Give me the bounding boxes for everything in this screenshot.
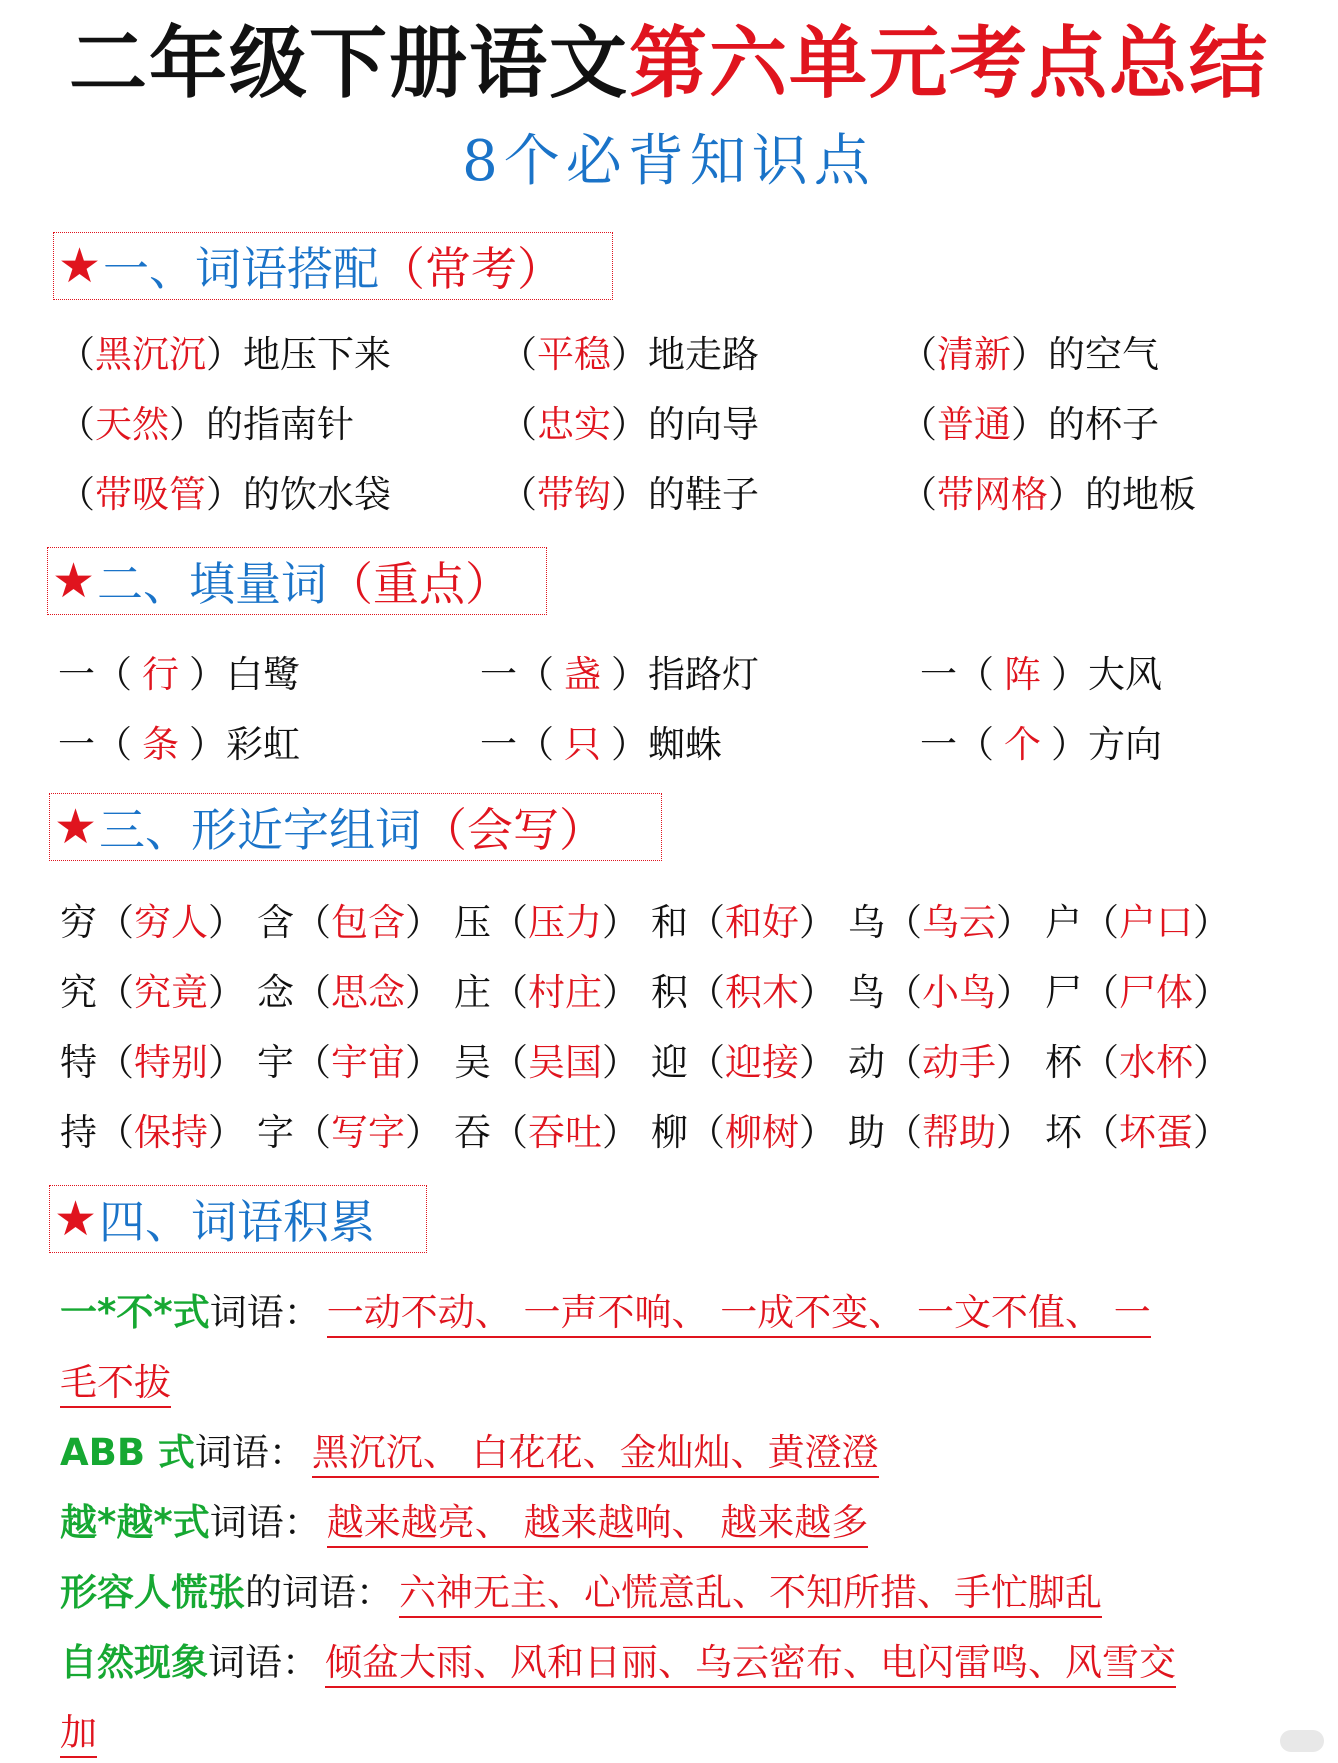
accumulation-line <box>60 1423 879 1483</box>
paren-close: ） <box>208 971 245 1014</box>
number-one: 一 <box>480 653 517 696</box>
base-character: 吞 <box>454 1111 491 1154</box>
similar-character-item <box>60 963 245 1023</box>
accumulation-line-continued <box>60 1703 97 1763</box>
base-character: 乌 <box>848 901 885 944</box>
compound-word: 坏蛋 <box>1119 1111 1193 1154</box>
similar-character-item <box>848 1033 1033 1093</box>
collocation-item <box>500 395 759 455</box>
category-label: ABB 式 <box>60 1431 195 1474</box>
paren-open: （ <box>688 1041 725 1084</box>
paren-open: （ <box>97 1041 134 1084</box>
paren-close: ） <box>1193 1041 1230 1084</box>
paren-close: ） <box>996 1111 1033 1154</box>
base-character: 含 <box>257 901 294 944</box>
noun-text: 指路灯 <box>648 653 759 696</box>
paren-close: ） <box>611 333 648 376</box>
measure-word-item <box>920 715 1162 775</box>
collocation-item <box>900 395 1159 455</box>
section-heading: 一、词语搭配 <box>103 242 380 296</box>
accumulation-line-continued <box>60 1353 171 1413</box>
number-one: 一 <box>58 723 95 766</box>
paren-close: ） <box>611 653 648 696</box>
paren-open: （ <box>97 901 134 944</box>
paren-close: ） <box>996 901 1033 944</box>
compound-word: 村庄 <box>528 971 602 1014</box>
measure-word: 只 <box>564 723 601 766</box>
paren-open: （ <box>517 723 554 766</box>
compound-word: 吞吐 <box>528 1111 602 1154</box>
category-suffix: 词语： <box>208 1641 319 1684</box>
paren-open: （ <box>957 723 994 766</box>
paren-open: （ <box>1082 971 1119 1014</box>
paren-close: ） <box>405 971 442 1014</box>
phrase-text: 的空气 <box>1048 333 1159 376</box>
compound-word: 包含 <box>331 901 405 944</box>
example-words-continued: 加 <box>60 1711 97 1758</box>
paren-close: ） <box>189 723 226 766</box>
collocation-row <box>0 325 1338 385</box>
paren-open: （ <box>900 333 937 376</box>
similar-character-item <box>651 963 836 1023</box>
paren-close: ） <box>799 1041 836 1084</box>
similar-character-item <box>848 893 1033 953</box>
compound-word: 和好 <box>725 901 799 944</box>
similar-character-item <box>257 1103 442 1163</box>
accumulation-line <box>60 1283 1151 1343</box>
paren-close: ） <box>405 901 442 944</box>
similar-character-item <box>257 963 442 1023</box>
base-character: 坏 <box>1045 1111 1082 1154</box>
phrase-text: 的杯子 <box>1048 403 1159 446</box>
compound-word: 保持 <box>134 1111 208 1154</box>
compound-word: 穷人 <box>134 901 208 944</box>
category-suffix: 词语： <box>209 1501 321 1544</box>
similar-character-item <box>60 1103 245 1163</box>
measure-word-item <box>58 645 300 705</box>
section-heading: 四、词语积累 <box>99 1195 376 1249</box>
compound-word: 积木 <box>725 971 799 1014</box>
paren-close: ） <box>611 403 648 446</box>
measure-word: 行 <box>142 653 179 696</box>
similar-character-item <box>651 1103 836 1163</box>
answer-word: 清新 <box>937 333 1011 376</box>
measure-word: 阵 <box>1004 653 1041 696</box>
base-character: 尸 <box>1045 971 1082 1014</box>
measure-word-item <box>920 645 1162 705</box>
paren-open: （ <box>688 901 725 944</box>
paren-open: （ <box>885 901 922 944</box>
paren-open: （ <box>1082 901 1119 944</box>
similar-character-item <box>651 1033 836 1093</box>
section-header-word-accumulation <box>49 1185 427 1253</box>
star-icon: ★ <box>54 1191 98 1247</box>
paren-close: ） <box>208 1111 245 1154</box>
measure-word-item <box>480 715 722 775</box>
compound-word: 写字 <box>331 1111 405 1154</box>
paren-close: ） <box>1051 653 1088 696</box>
compound-word: 动手 <box>922 1041 996 1084</box>
paren-close: ） <box>602 971 639 1014</box>
paren-open: （ <box>688 971 725 1014</box>
section-tag: （重点） <box>327 557 512 611</box>
paren-open: （ <box>500 403 537 446</box>
paren-close: ） <box>206 333 243 376</box>
example-words: 一动不动、 一声不响、 一成不变、 一文不值、 一 <box>327 1291 1151 1338</box>
number-one: 一 <box>58 653 95 696</box>
similar-character-item <box>454 1033 639 1093</box>
title-part-unit: 第六单元考点总结 <box>629 19 1270 109</box>
similar-character-item <box>1045 893 1230 953</box>
similar-character-item <box>1045 1103 1230 1163</box>
similar-character-item <box>848 963 1033 1023</box>
collocation-row <box>0 395 1338 455</box>
similar-character-row <box>0 893 1338 953</box>
paren-open: （ <box>1082 1041 1119 1084</box>
measure-word-row <box>0 645 1338 705</box>
similar-character-row <box>0 1033 1338 1093</box>
noun-text: 彩虹 <box>226 723 300 766</box>
measure-word: 盏 <box>564 653 601 696</box>
title-part-grade: 二年级下册语文 <box>68 19 629 109</box>
phrase-text: 地走路 <box>648 333 759 376</box>
page-subtitle: 8个必背知识点 <box>462 129 876 194</box>
paren-close: ） <box>208 901 245 944</box>
section-header-similar-characters <box>49 793 662 861</box>
paren-close: ） <box>1193 971 1230 1014</box>
base-character: 特 <box>60 1041 97 1084</box>
paren-open: （ <box>58 333 95 376</box>
paren-open: （ <box>500 473 537 516</box>
example-words: 六神无主、心慌意乱、不知所措、手忙脚乱 <box>399 1571 1102 1618</box>
similar-character-item <box>60 1033 245 1093</box>
paren-open: （ <box>1082 1111 1119 1154</box>
paren-close: ） <box>189 653 226 696</box>
paren-open: （ <box>294 1111 331 1154</box>
paren-close: ） <box>1193 901 1230 944</box>
star-icon: ★ <box>54 799 98 855</box>
paren-open: （ <box>491 1111 528 1154</box>
base-character: 积 <box>651 971 688 1014</box>
similar-character-item <box>1045 1033 1230 1093</box>
paren-open: （ <box>97 1111 134 1154</box>
similar-character-row <box>0 963 1338 1023</box>
phrase-text: 的指南针 <box>206 403 354 446</box>
paren-close: ） <box>169 403 206 446</box>
category-suffix: 的词语： <box>245 1571 393 1614</box>
example-words: 倾盆大雨、风和日丽、乌云密布、电闪雷鸣、风雪交 <box>325 1641 1176 1688</box>
paren-open: （ <box>885 971 922 1014</box>
base-character: 柳 <box>651 1111 688 1154</box>
base-character: 户 <box>1045 901 1082 944</box>
category-suffix: 词语： <box>209 1291 321 1334</box>
compound-word: 户口 <box>1119 901 1193 944</box>
compound-word: 宇宙 <box>331 1041 405 1084</box>
paren-open: （ <box>517 653 554 696</box>
base-character: 助 <box>848 1111 885 1154</box>
phrase-text: 地压下来 <box>243 333 391 376</box>
measure-word-item <box>480 645 759 705</box>
base-character: 鸟 <box>848 971 885 1014</box>
accumulation-line <box>60 1563 1102 1623</box>
paren-open: （ <box>500 333 537 376</box>
noun-text: 白鹭 <box>226 653 300 696</box>
paren-close: ） <box>1051 723 1088 766</box>
paren-open: （ <box>58 473 95 516</box>
base-character: 宇 <box>257 1041 294 1084</box>
similar-character-item <box>257 1033 442 1093</box>
paren-close: ） <box>799 971 836 1014</box>
paren-close: ） <box>206 473 243 516</box>
section-tag: （会写） <box>421 803 606 857</box>
paren-close: ） <box>405 1041 442 1084</box>
category-label: 形容人慌张 <box>60 1571 245 1614</box>
paren-open: （ <box>95 723 132 766</box>
base-character: 穷 <box>60 901 97 944</box>
collocation-item <box>58 395 354 455</box>
accumulation-line <box>60 1493 868 1553</box>
collocation-item <box>500 325 759 385</box>
base-character: 迎 <box>651 1041 688 1084</box>
paren-close: ） <box>1048 473 1085 516</box>
noun-text: 方向 <box>1088 723 1162 766</box>
compound-word: 思念 <box>331 971 405 1014</box>
compound-word: 帮助 <box>922 1111 996 1154</box>
paren-close: ） <box>611 723 648 766</box>
paren-close: ） <box>996 1041 1033 1084</box>
similar-character-item <box>1045 963 1230 1023</box>
base-character: 庄 <box>454 971 491 1014</box>
number-one: 一 <box>920 653 957 696</box>
section-tag: （常考） <box>379 242 564 296</box>
base-character: 杯 <box>1045 1041 1082 1084</box>
section-header-collocation <box>53 232 613 300</box>
category-label: 自然现象 <box>60 1641 208 1684</box>
paren-open: （ <box>294 1041 331 1084</box>
paren-close: ） <box>1193 1111 1230 1154</box>
paren-open: （ <box>97 971 134 1014</box>
paren-close: ） <box>799 901 836 944</box>
paren-close: ） <box>602 1041 639 1084</box>
paren-open: （ <box>900 473 937 516</box>
compound-word: 尸体 <box>1119 971 1193 1014</box>
compound-word: 柳树 <box>725 1111 799 1154</box>
collocation-item <box>500 465 759 525</box>
number-one: 一 <box>920 723 957 766</box>
compound-word: 水杯 <box>1119 1041 1193 1084</box>
paren-close: ） <box>405 1111 442 1154</box>
base-character: 念 <box>257 971 294 1014</box>
base-character: 持 <box>60 1111 97 1154</box>
similar-character-item <box>454 893 639 953</box>
section-heading: 三、形近字组词 <box>99 803 422 857</box>
page-title <box>0 14 1338 114</box>
collocation-row <box>0 465 1338 525</box>
answer-word: 平稳 <box>537 333 611 376</box>
paren-close: ） <box>602 901 639 944</box>
phrase-text: 的地板 <box>1085 473 1196 516</box>
phrase-text: 的向导 <box>648 403 759 446</box>
category-suffix: 词语： <box>194 1431 306 1474</box>
compound-word: 迎接 <box>725 1041 799 1084</box>
answer-word: 带吸管 <box>95 473 206 516</box>
base-character: 字 <box>257 1111 294 1154</box>
base-character: 究 <box>60 971 97 1014</box>
answer-word: 黑沉沉 <box>95 333 206 376</box>
star-icon: ★ <box>58 238 102 294</box>
answer-word: 普通 <box>937 403 1011 446</box>
paren-close: ） <box>799 1111 836 1154</box>
phrase-text: 的鞋子 <box>648 473 759 516</box>
compound-word: 乌云 <box>922 901 996 944</box>
measure-word: 条 <box>142 723 179 766</box>
collocation-item <box>58 465 391 525</box>
paren-open: （ <box>58 403 95 446</box>
paren-open: （ <box>294 901 331 944</box>
similar-character-item <box>651 893 836 953</box>
paren-close: ） <box>1011 333 1048 376</box>
paren-close: ） <box>611 473 648 516</box>
noun-text: 大风 <box>1088 653 1162 696</box>
similar-character-item <box>454 1103 639 1163</box>
paren-close: ） <box>208 1041 245 1084</box>
number-one: 一 <box>480 723 517 766</box>
measure-word: 个 <box>1004 723 1041 766</box>
answer-word: 带钩 <box>537 473 611 516</box>
noun-text: 蜘蛛 <box>648 723 722 766</box>
similar-character-item <box>454 963 639 1023</box>
accumulation-line <box>60 1633 1176 1693</box>
watermark-badge <box>1280 1730 1324 1752</box>
answer-word: 天然 <box>95 403 169 446</box>
measure-word-item <box>58 715 300 775</box>
base-character: 和 <box>651 901 688 944</box>
paren-open: （ <box>491 971 528 1014</box>
base-character: 吴 <box>454 1041 491 1084</box>
base-character: 动 <box>848 1041 885 1084</box>
category-label: 一*不*式 <box>60 1291 210 1334</box>
compound-word: 小鸟 <box>922 971 996 1014</box>
paren-open: （ <box>900 403 937 446</box>
compound-word: 特别 <box>134 1041 208 1084</box>
collocation-item <box>900 465 1196 525</box>
answer-word: 带网格 <box>937 473 1048 516</box>
example-words: 黑沉沉、 白花花、金灿灿、黄澄澄 <box>312 1431 879 1478</box>
collocation-item <box>58 325 391 385</box>
base-character: 压 <box>454 901 491 944</box>
paren-open: （ <box>885 1041 922 1084</box>
compound-word: 压力 <box>528 901 602 944</box>
paren-open: （ <box>688 1111 725 1154</box>
paren-open: （ <box>294 971 331 1014</box>
paren-open: （ <box>95 653 132 696</box>
category-label: 越*越*式 <box>60 1501 210 1544</box>
paren-open: （ <box>885 1111 922 1154</box>
compound-word: 吴国 <box>528 1041 602 1084</box>
section-header-measure-words <box>47 547 547 615</box>
paren-open: （ <box>491 901 528 944</box>
collocation-item <box>900 325 1159 385</box>
similar-character-item <box>257 893 442 953</box>
phrase-text: 的饮水袋 <box>243 473 391 516</box>
paren-open: （ <box>957 653 994 696</box>
similar-character-item <box>848 1103 1033 1163</box>
section-heading: 二、填量词 <box>97 557 328 611</box>
star-icon: ★ <box>52 553 96 609</box>
example-words-continued: 毛不拔 <box>60 1361 171 1408</box>
measure-word-row <box>0 715 1338 775</box>
paren-close: ） <box>1011 403 1048 446</box>
compound-word: 究竟 <box>134 971 208 1014</box>
paren-close: ） <box>996 971 1033 1014</box>
similar-character-item <box>60 893 245 953</box>
paren-close: ） <box>602 1111 639 1154</box>
answer-word: 忠实 <box>537 403 611 446</box>
paren-open: （ <box>491 1041 528 1084</box>
similar-character-row <box>0 1103 1338 1163</box>
example-words: 越来越亮、 越来越响、 越来越多 <box>327 1501 869 1548</box>
